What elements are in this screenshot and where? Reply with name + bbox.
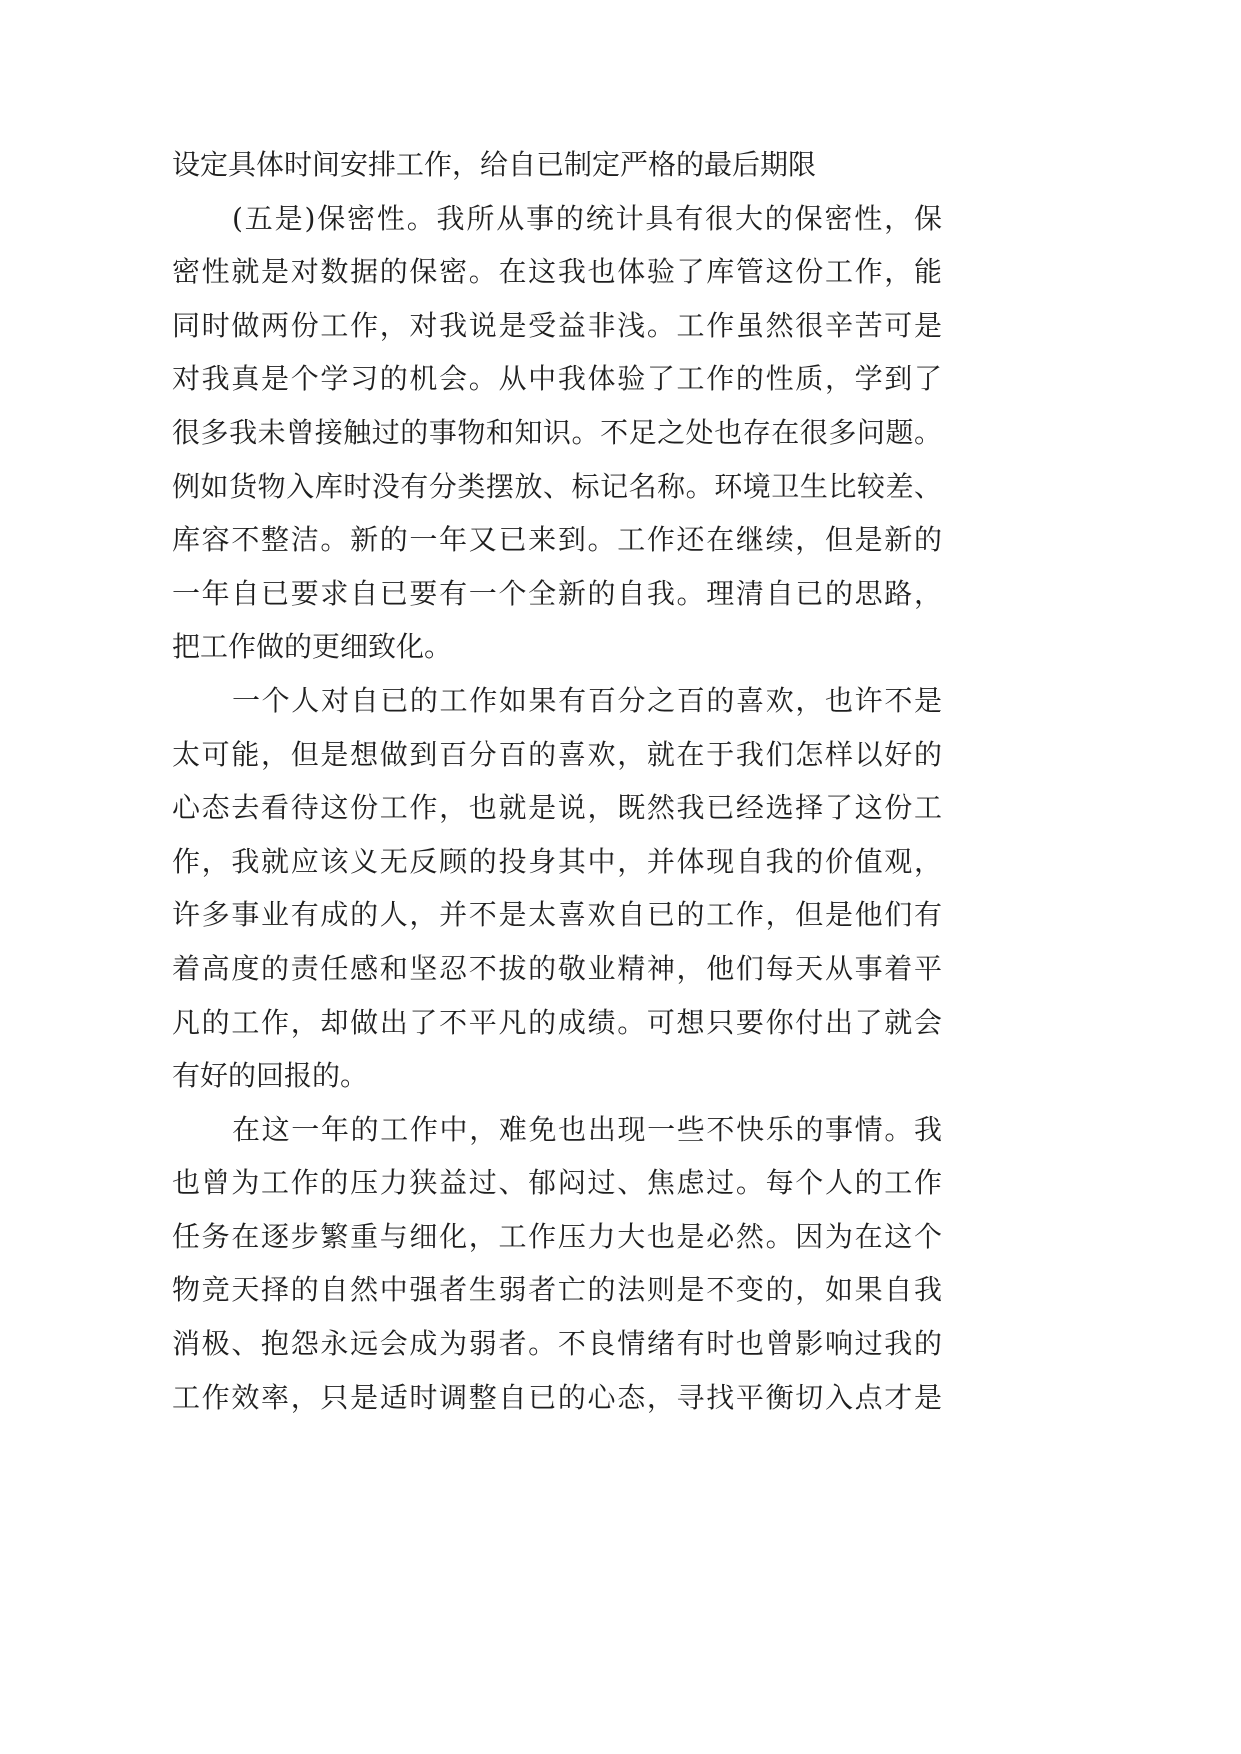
text-line: 库容不整洁。新的一年又已来到。工作还在继续，但是新的 xyxy=(172,523,942,557)
text-line: 太可能，但是想做到百分百的喜欢，就在于我们怎样以好的 xyxy=(172,737,942,771)
text-line: 例如货物入库时没有分类摆放、标记名称。环境卫生比较差、 xyxy=(172,469,942,503)
text-line: 设定具体时间安排工作，给自已制定严格的最后期限 xyxy=(172,148,817,181)
text-line: 物竞天择的自然中强者生弱者亡的法则是不变的，如果自我 xyxy=(172,1273,942,1307)
text-line: 工作效率，只是适时调整自已的心态，寻找平衡切入点才是 xyxy=(172,1380,942,1414)
text-line: 凡的工作，却做出了不平凡的成绩。可想只要你付出了就会 xyxy=(172,1005,942,1039)
paragraph-confidentiality xyxy=(172,192,942,674)
text-line: 有好的回报的。 xyxy=(172,1059,369,1093)
text-line: (五是)保密性。我所从事的统计具有很大的保密性，保 xyxy=(232,201,942,235)
body-text xyxy=(172,138,942,1424)
text-line: 着高度的责任感和坚忍不拔的敬业精神，他们每天从事着平 xyxy=(172,951,942,985)
paragraph-attitude xyxy=(172,674,942,1103)
text-line: 对我真是个学习的机会。从中我体验了工作的性质，学到了 xyxy=(172,362,942,396)
paragraph-pressure xyxy=(172,1103,942,1425)
text-line: 密性就是对数据的保密。在这我也体验了库管这份工作，能 xyxy=(172,255,942,289)
paragraph-continued xyxy=(172,138,942,192)
text-line: 一年自已要求自已要有一个全新的自我。理清自已的思路， xyxy=(172,576,942,610)
text-line: 也曾为工作的压力狭益过、郁闷过、焦虑过。每个人的工作 xyxy=(172,1166,942,1200)
text-line: 作，我就应该义无反顾的投身其中，并体现自我的价值观， xyxy=(172,844,942,878)
text-line: 在这一年的工作中，难免也出现一些不快乐的事情。我 xyxy=(232,1112,942,1146)
text-line: 一个人对自已的工作如果有百分之百的喜欢，也许不是 xyxy=(232,683,942,717)
text-line: 消极、抱怨永远会成为弱者。不良情绪有时也曾影响过我的 xyxy=(172,1327,942,1361)
text-line: 许多事业有成的人，并不是太喜欢自已的工作，但是他们有 xyxy=(172,898,942,932)
text-line: 同时做两份工作，对我说是受益非浅。工作虽然很辛苦可是 xyxy=(172,308,942,342)
text-line: 心态去看待这份工作，也就是说，既然我已经选择了这份工 xyxy=(172,791,942,825)
text-line: 把工作做的更细致化。 xyxy=(172,630,453,664)
text-line: 任务在逐步繁重与细化，工作压力大也是必然。因为在这个 xyxy=(172,1219,942,1253)
text-line: 很多我未曾接触过的事物和知识。不足之处也存在很多问题。 xyxy=(172,415,942,449)
